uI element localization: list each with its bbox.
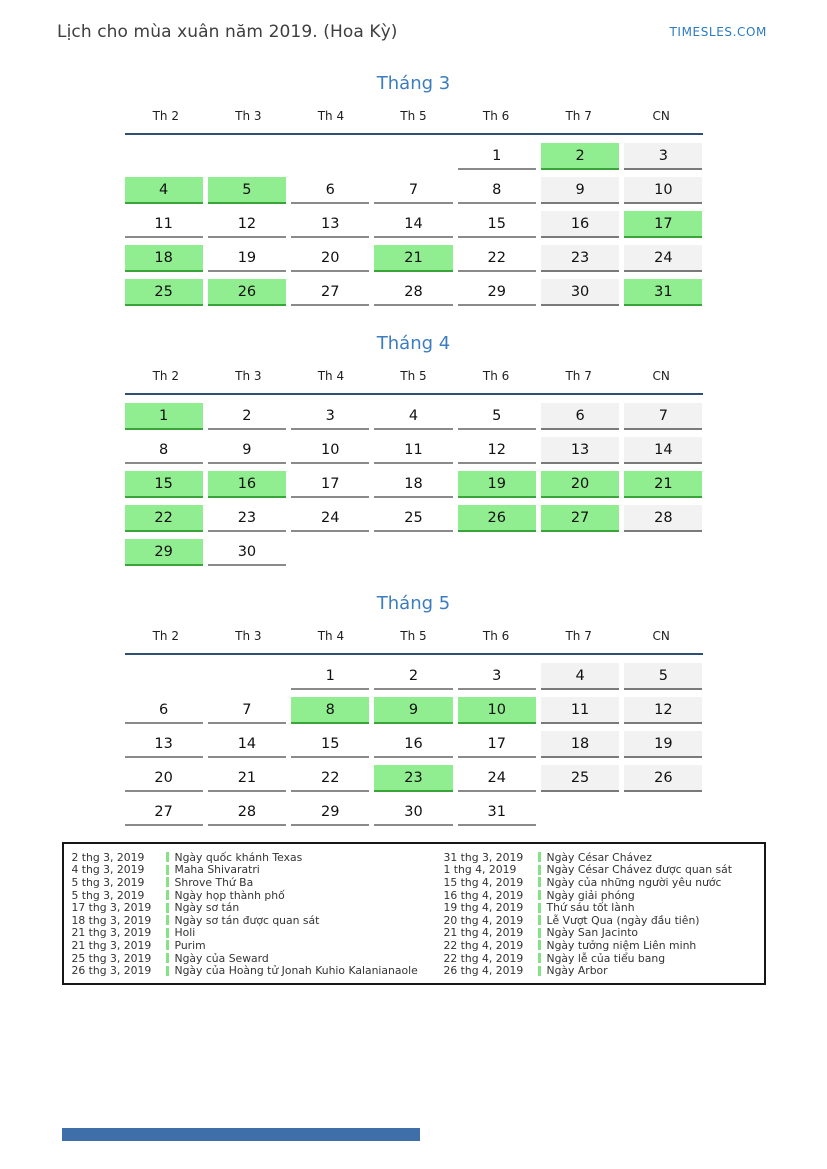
weekday-header-row	[125, 369, 703, 395]
weekday-label: Th 6	[482, 369, 510, 383]
day-cell: 12	[208, 211, 286, 238]
day-cell: 11	[541, 697, 619, 724]
legend-entry	[64, 864, 436, 877]
day-cell: 9	[208, 437, 286, 464]
day-cell: 16	[374, 731, 452, 758]
weekday-label: Th 5	[400, 369, 427, 383]
holiday-tick-icon	[166, 928, 169, 938]
holiday-tick-icon	[538, 966, 541, 976]
day-cell: 24	[624, 245, 702, 272]
day-grid	[125, 135, 703, 306]
day-cell: 8	[291, 697, 369, 724]
holiday-date: 18 thg 3, 2019	[71, 913, 152, 927]
day-cell: 30	[541, 279, 619, 306]
legend-entry	[64, 901, 436, 914]
legend-entry	[64, 851, 436, 864]
holiday-tick-icon	[166, 915, 169, 925]
holiday-name: Ngày César Chávez	[546, 850, 652, 864]
holiday-name: Purim	[174, 938, 206, 952]
holiday-name: Ngày lễ của tiểu bang	[546, 951, 666, 965]
day-cell: 13	[291, 211, 369, 238]
holiday-tick-icon	[538, 877, 541, 887]
day-cell: 14	[208, 731, 286, 758]
day-cell: 23	[208, 505, 286, 532]
holiday-date: 31 thg 3, 2019	[443, 850, 524, 864]
weekday-label: CN	[652, 369, 670, 383]
legend-entry	[436, 901, 766, 914]
holiday-date: 5 thg 3, 2019	[71, 888, 145, 902]
holiday-name: Shrove Thứ Ba	[174, 875, 254, 889]
day-cell: 4	[125, 177, 203, 204]
day-cell: 24	[458, 765, 536, 792]
holiday-date: 22 thg 4, 2019	[443, 938, 524, 952]
holiday-tick-icon	[538, 852, 541, 862]
legend-entry	[64, 889, 436, 902]
holiday-tick-icon	[166, 877, 169, 887]
legend-entry	[436, 864, 766, 877]
weekday-label: Th 7	[565, 369, 592, 383]
day-cell: 25	[374, 505, 452, 532]
holiday-date: 21 thg 3, 2019	[71, 938, 152, 952]
legend-entry	[64, 876, 436, 889]
legend-entry	[436, 851, 766, 864]
legend-entry	[436, 964, 766, 977]
empty-cell	[541, 799, 619, 826]
weekday-label: Th 7	[565, 629, 592, 643]
holiday-name: Ngày của Hoàng tử Jonah Kuhio Kalanianaole	[174, 964, 418, 978]
day-cell: 14	[624, 437, 702, 464]
holiday-name: Ngày họp thành phố	[174, 888, 285, 902]
day-cell: 24	[291, 505, 369, 532]
legend-entry	[64, 939, 436, 952]
weekday-label: Th 5	[400, 629, 427, 643]
day-cell: 17	[291, 471, 369, 498]
day-cell: 15	[125, 471, 203, 498]
day-cell: 19	[208, 245, 286, 272]
holiday-tick-icon	[538, 953, 541, 963]
holiday-date: 16 thg 4, 2019	[443, 888, 524, 902]
day-cell: 23	[541, 245, 619, 272]
holiday-name: Maha Shivaratri	[174, 863, 260, 877]
day-cell: 7	[374, 177, 452, 204]
holiday-name: Ngày César Chávez được quan sát	[546, 863, 733, 877]
day-cell: 5	[208, 177, 286, 204]
holiday-tick-icon	[166, 890, 169, 900]
day-cell: 3	[624, 143, 702, 170]
weekday-label: Th 5	[400, 109, 427, 123]
holiday-date: 2 thg 3, 2019	[71, 850, 145, 864]
holiday-name: Holi	[174, 926, 196, 940]
holiday-tick-icon	[538, 940, 541, 950]
holiday-tick-icon	[166, 903, 169, 913]
page-title: Lịch cho mùa xuân năm 2019. (Hoa Kỳ)	[57, 22, 398, 42]
day-cell: 4	[541, 663, 619, 690]
day-cell: 20	[541, 471, 619, 498]
legend-column	[64, 851, 436, 977]
month-title: Tháng 5	[376, 593, 451, 614]
day-cell: 10	[624, 177, 702, 204]
empty-cell	[624, 799, 702, 826]
day-cell: 21	[624, 471, 702, 498]
day-cell: 8	[458, 177, 536, 204]
empty-cell	[374, 143, 452, 170]
holiday-tick-icon	[538, 890, 541, 900]
day-cell: 31	[458, 799, 536, 826]
legend-entry	[436, 939, 766, 952]
empty-cell	[208, 143, 286, 170]
empty-cell	[208, 663, 286, 690]
day-cell: 12	[624, 697, 702, 724]
day-cell: 27	[125, 799, 203, 826]
day-cell: 6	[125, 697, 203, 724]
day-cell: 18	[125, 245, 203, 272]
day-cell: 4	[374, 403, 452, 430]
empty-cell	[125, 663, 203, 690]
empty-cell	[541, 539, 619, 566]
empty-cell	[458, 539, 536, 566]
day-cell: 16	[208, 471, 286, 498]
footer-bar	[62, 1128, 420, 1141]
month-section	[125, 73, 703, 306]
weekday-label: Th 7	[565, 109, 592, 123]
day-cell: 19	[458, 471, 536, 498]
day-cell: 16	[541, 211, 619, 238]
holiday-name: Ngày của Seward	[174, 951, 269, 965]
day-cell: 3	[291, 403, 369, 430]
holiday-date: 19 thg 4, 2019	[443, 901, 524, 915]
holiday-date: 26 thg 4, 2019	[443, 964, 524, 978]
day-cell: 7	[624, 403, 702, 430]
holiday-date: 25 thg 3, 2019	[71, 951, 152, 965]
holiday-name: Thứ sáu tốt lành	[546, 901, 635, 915]
day-cell: 11	[125, 211, 203, 238]
day-cell: 22	[125, 505, 203, 532]
day-cell: 20	[291, 245, 369, 272]
day-cell: 5	[624, 663, 702, 690]
day-cell: 18	[374, 471, 452, 498]
holiday-tick-icon	[538, 915, 541, 925]
day-grid	[125, 395, 703, 566]
legend-entry	[64, 964, 436, 977]
day-cell: 13	[541, 437, 619, 464]
legend-entry	[64, 952, 436, 965]
day-cell: 29	[458, 279, 536, 306]
day-cell: 20	[125, 765, 203, 792]
day-cell: 21	[374, 245, 452, 272]
empty-cell	[291, 539, 369, 566]
day-cell: 5	[458, 403, 536, 430]
day-grid	[125, 655, 703, 826]
month-title: Tháng 3	[376, 73, 451, 94]
holiday-date: 1 thg 4, 2019	[443, 863, 517, 877]
holiday-date: 17 thg 3, 2019	[71, 901, 152, 915]
day-cell: 8	[125, 437, 203, 464]
legend-columns	[64, 851, 764, 977]
weekday-label: Th 4	[317, 629, 345, 643]
weekday-label: Th 2	[152, 629, 179, 643]
day-cell: 28	[374, 279, 452, 306]
day-cell: 26	[208, 279, 286, 306]
holiday-date: 21 thg 4, 2019	[443, 926, 524, 940]
holiday-date: 21 thg 3, 2019	[71, 926, 152, 940]
day-cell: 28	[624, 505, 702, 532]
day-cell: 27	[291, 279, 369, 306]
day-cell: 17	[624, 211, 702, 238]
month-title: Tháng 4	[376, 333, 451, 354]
day-cell: 1	[291, 663, 369, 690]
day-cell: 1	[458, 143, 536, 170]
holiday-name: Ngày giải phóng	[546, 888, 635, 902]
holiday-tick-icon	[166, 865, 169, 875]
day-cell: 6	[291, 177, 369, 204]
day-cell: 6	[541, 403, 619, 430]
day-cell: 3	[458, 663, 536, 690]
holiday-name: Ngày Arbor	[546, 964, 608, 978]
legend-entry	[436, 876, 766, 889]
day-cell: 17	[458, 731, 536, 758]
holiday-tick-icon	[538, 928, 541, 938]
legend-entry	[64, 927, 436, 940]
legend-entry	[436, 952, 766, 965]
holiday-tick-icon	[538, 865, 541, 875]
weekday-label: CN	[652, 109, 670, 123]
day-cell: 28	[208, 799, 286, 826]
holiday-name: Lễ Vượt Qua (ngày đầu tiên)	[546, 913, 700, 927]
legend-entry	[436, 889, 766, 902]
holiday-date: 20 thg 4, 2019	[443, 913, 524, 927]
day-cell: 30	[208, 539, 286, 566]
weekday-label: Th 3	[235, 629, 262, 643]
page-header	[0, 0, 827, 42]
months	[0, 73, 827, 826]
holiday-name: Ngày của những người yêu nước	[546, 875, 722, 889]
empty-cell	[624, 539, 702, 566]
holiday-name: Ngày San Jacinto	[546, 926, 639, 940]
month-section	[125, 333, 703, 566]
weekday-label: Th 2	[152, 369, 179, 383]
legend-column	[436, 851, 766, 977]
day-cell: 1	[125, 403, 203, 430]
holiday-date: 5 thg 3, 2019	[71, 875, 145, 889]
holiday-date: 4 thg 3, 2019	[71, 863, 145, 877]
day-cell: 26	[624, 765, 702, 792]
day-cell: 25	[541, 765, 619, 792]
legend-entry	[436, 914, 766, 927]
day-cell: 7	[208, 697, 286, 724]
empty-cell	[125, 143, 203, 170]
month-section	[125, 593, 703, 826]
day-cell: 19	[624, 731, 702, 758]
day-cell: 2	[541, 143, 619, 170]
day-cell: 10	[291, 437, 369, 464]
day-cell: 22	[291, 765, 369, 792]
holiday-tick-icon	[538, 903, 541, 913]
day-cell: 2	[374, 663, 452, 690]
day-cell: 2	[208, 403, 286, 430]
holiday-date: 22 thg 4, 2019	[443, 951, 524, 965]
holiday-tick-icon	[166, 940, 169, 950]
day-cell: 13	[125, 731, 203, 758]
day-cell: 27	[541, 505, 619, 532]
holiday-tick-icon	[166, 953, 169, 963]
day-cell: 15	[458, 211, 536, 238]
empty-cell	[374, 539, 452, 566]
holiday-name: Ngày sơ tán được quan sát	[174, 913, 320, 927]
weekday-header-row	[125, 109, 703, 135]
holiday-date: 26 thg 3, 2019	[71, 964, 152, 978]
weekday-header-row	[125, 629, 703, 655]
holiday-tick-icon	[166, 966, 169, 976]
weekday-label: Th 4	[317, 109, 345, 123]
holiday-date: 15 thg 4, 2019	[443, 875, 524, 889]
weekday-label: Th 4	[317, 369, 345, 383]
site-link[interactable]: TIMESLES.COM	[669, 25, 767, 39]
weekday-label: Th 6	[482, 109, 510, 123]
day-cell: 15	[291, 731, 369, 758]
weekday-label: Th 3	[235, 369, 262, 383]
day-cell: 12	[458, 437, 536, 464]
day-cell: 23	[374, 765, 452, 792]
day-cell: 25	[125, 279, 203, 306]
legend-box	[62, 842, 766, 985]
day-cell: 9	[374, 697, 452, 724]
day-cell: 11	[374, 437, 452, 464]
day-cell: 26	[458, 505, 536, 532]
empty-cell	[291, 143, 369, 170]
weekday-label: Th 6	[482, 629, 510, 643]
holiday-tick-icon	[166, 852, 169, 862]
holiday-name: Ngày quốc khánh Texas	[174, 850, 303, 864]
day-cell: 18	[541, 731, 619, 758]
day-cell: 14	[374, 211, 452, 238]
day-cell: 31	[624, 279, 702, 306]
holiday-name: Ngày tưởng niệm Liên minh	[546, 938, 697, 952]
weekday-label: CN	[652, 629, 670, 643]
holiday-name: Ngày sơ tán	[174, 901, 240, 915]
weekday-label: Th 3	[235, 109, 262, 123]
day-cell: 29	[291, 799, 369, 826]
day-cell: 21	[208, 765, 286, 792]
day-cell: 9	[541, 177, 619, 204]
legend-entry	[436, 927, 766, 940]
day-cell: 22	[458, 245, 536, 272]
day-cell: 30	[374, 799, 452, 826]
day-cell: 29	[125, 539, 203, 566]
day-cell: 10	[458, 697, 536, 724]
legend-entry	[64, 914, 436, 927]
weekday-label: Th 2	[152, 109, 179, 123]
